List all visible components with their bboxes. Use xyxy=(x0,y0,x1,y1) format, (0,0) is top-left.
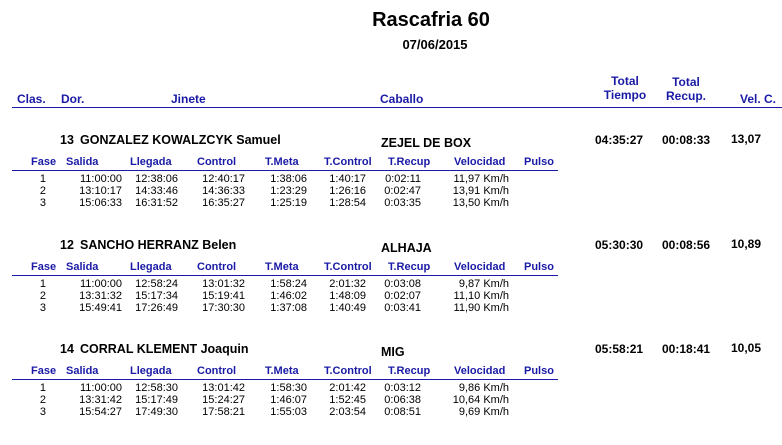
phase-cell: 2 xyxy=(39,290,46,302)
phase-cell: 0:03:08 xyxy=(384,278,421,290)
phase-header-control: Control xyxy=(197,261,237,273)
phase-cell: 1 xyxy=(39,173,46,185)
total-recup-line2: Recup. xyxy=(665,89,706,103)
report-title: Rascafria 60 xyxy=(372,9,490,31)
phase-cell: 0:06:38 xyxy=(384,394,421,406)
phase-cell: 16:31:52 xyxy=(135,197,178,209)
phase-header-t-meta: T.Meta xyxy=(265,261,299,273)
phase-header-fase: Fase xyxy=(31,365,57,377)
phase-cell: 12:40:17 xyxy=(202,173,245,185)
total-tiempo-line1: Total xyxy=(611,74,639,88)
phase-cell: 12:38:06 xyxy=(135,173,178,185)
phase-cell: 17:30:30 xyxy=(202,302,245,314)
entry-vel-c: 13,07 xyxy=(731,132,762,146)
phase-cell: 16:35:27 xyxy=(202,197,245,209)
entry-horse: ZEJEL DE BOX xyxy=(381,136,472,150)
phase-cell: 15:17:49 xyxy=(135,394,178,406)
phase-cell: 11,10 Km/h xyxy=(453,290,509,302)
phase-cell: 17:26:49 xyxy=(135,302,178,314)
phase-cell: 2 xyxy=(39,185,46,197)
phase-header-t-recup: T.Recup xyxy=(388,261,431,273)
phase-header-fase: Fase xyxy=(31,261,57,273)
phase-cell: 2:01:42 xyxy=(329,382,366,394)
entry-dorsal: 12 xyxy=(60,238,74,252)
phase-cell: 11:00:00 xyxy=(79,173,122,185)
phase-cell: 1:58:30 xyxy=(270,382,307,394)
report-date: 07/06/2015 xyxy=(402,37,468,52)
entry-vel-c: 10,89 xyxy=(731,237,762,251)
phase-header-pulso: Pulso xyxy=(524,261,554,273)
entry-horse: ALHAJA xyxy=(381,241,432,255)
entry-vel-c: 10,05 xyxy=(731,341,762,355)
column-header-clas: Clas. xyxy=(17,92,46,106)
phase-cell: 15:06:33 xyxy=(79,197,122,209)
phase-cell: 11,97 Km/h xyxy=(453,173,509,185)
phase-cell: 13,50 Km/h xyxy=(452,197,509,209)
phase-cell: 9,86 Km/h xyxy=(458,382,509,394)
entry-rider: GONZALEZ KOWALZCYK Samuel xyxy=(80,133,281,147)
phase-cell: 1:25:19 xyxy=(270,197,307,209)
column-header-caballo: Caballo xyxy=(380,92,424,106)
header-rule xyxy=(12,107,782,108)
entry-rider: CORRAL KLEMENT Joaquin xyxy=(80,342,249,356)
phase-cell: 13:31:32 xyxy=(79,290,122,302)
phase-cell: 15:17:34 xyxy=(135,290,178,302)
phase-cell: 0:02:07 xyxy=(384,290,421,302)
phase-cell: 0:02:11 xyxy=(385,173,421,185)
total-tiempo-line2: Tiempo xyxy=(603,88,647,102)
phase-cell: 1:52:45 xyxy=(329,394,366,406)
phase-cell: 1:46:07 xyxy=(270,394,307,406)
phase-header-t-recup: T.Recup xyxy=(388,365,431,377)
phase-cell: 10,64 Km/h xyxy=(452,394,509,406)
phase-header-salida: Salida xyxy=(66,156,99,168)
phase-cell: 11,90 Km/h xyxy=(453,302,509,314)
phase-cell: 11:00:00 xyxy=(79,278,122,290)
phase-cell: 1:23:29 xyxy=(270,185,307,197)
phase-cell: 13,91 Km/h xyxy=(452,185,509,197)
phase-header-t-meta: T.Meta xyxy=(265,365,299,377)
phase-cell: 13:10:17 xyxy=(79,185,122,197)
phase-cell: 17:58:21 xyxy=(202,406,245,418)
entry-dorsal: 14 xyxy=(60,342,74,356)
phase-header-control: Control xyxy=(197,156,237,168)
phase-cell: 1:46:02 xyxy=(270,290,307,302)
phase-cell: 15:19:41 xyxy=(202,290,245,302)
phase-cell: 3 xyxy=(39,302,46,314)
phase-header-velocidad: Velocidad xyxy=(454,261,506,273)
phase-cell: 2 xyxy=(39,394,46,406)
phase-header-pulso: Pulso xyxy=(524,156,554,168)
phase-header-llegada: Llegada xyxy=(130,156,172,168)
entry-total-tiempo: 05:58:21 xyxy=(595,342,644,356)
phase-cell: 1 xyxy=(39,382,46,394)
phase-cell: 0:03:35 xyxy=(384,197,421,209)
phase-cell: 15:24:27 xyxy=(202,394,245,406)
phase-header-control: Control xyxy=(197,365,237,377)
entry-total-tiempo: 05:30:30 xyxy=(595,238,644,252)
entry-total-recup: 00:08:33 xyxy=(662,133,711,147)
phase-header-fase: Fase xyxy=(31,156,57,168)
entry-dorsal: 13 xyxy=(60,133,74,147)
phase-header-t-recup: T.Recup xyxy=(388,156,431,168)
phase-cell: 13:01:42 xyxy=(202,382,245,394)
phase-header-llegada: Llegada xyxy=(130,365,172,377)
phase-header-velocidad: Velocidad xyxy=(454,365,506,377)
phase-header-salida: Salida xyxy=(66,365,99,377)
entry-total-recup: 00:08:56 xyxy=(662,238,711,252)
phase-cell: 1:28:54 xyxy=(329,197,366,209)
phase-cell: 1:55:03 xyxy=(270,406,307,418)
phase-header-t-meta: T.Meta xyxy=(265,156,299,168)
column-header-total-recup xyxy=(658,75,714,103)
phase-cell: 15:54:27 xyxy=(79,406,122,418)
phase-cell: 14:36:33 xyxy=(202,185,245,197)
phase-header-t-control: T.Control xyxy=(324,156,372,168)
phase-header-velocidad: Velocidad xyxy=(454,156,506,168)
phase-cell: 0:02:47 xyxy=(384,185,421,197)
phase-cell: 9,69 Km/h xyxy=(458,406,509,418)
phase-cell: 1:26:16 xyxy=(329,185,366,197)
phase-cell: 12:58:24 xyxy=(135,278,178,290)
phase-cell: 1:38:06 xyxy=(270,173,307,185)
phase-cell: 0:08:51 xyxy=(384,406,421,418)
phase-cell: 1:40:17 xyxy=(329,173,366,185)
column-header-total-tiempo xyxy=(596,74,654,102)
entry-horse: MIG xyxy=(381,345,405,359)
phase-cell: 1:58:24 xyxy=(270,278,307,290)
entry-rider: SANCHO HERRANZ Belen xyxy=(80,238,237,252)
phase-cell: 12:58:30 xyxy=(135,382,178,394)
phase-header-llegada: Llegada xyxy=(130,261,172,273)
phase-cell: 1:40:49 xyxy=(329,302,366,314)
column-header-dor: Dor. xyxy=(61,92,85,106)
phase-header-rule xyxy=(12,275,558,276)
phase-cell: 1:37:08 xyxy=(270,302,307,314)
total-recup-line1: Total xyxy=(672,75,700,89)
phase-cell: 13:01:32 xyxy=(202,278,245,290)
phase-cell: 14:33:46 xyxy=(135,185,178,197)
phase-cell: 11:00:00 xyxy=(79,382,122,394)
phase-cell: 1:48:09 xyxy=(329,290,366,302)
phase-header-t-control: T.Control xyxy=(324,365,372,377)
phase-header-t-control: T.Control xyxy=(324,261,372,273)
phase-header-pulso: Pulso xyxy=(524,365,554,377)
column-header-vel-c: Vel. C. xyxy=(740,92,777,106)
phase-header-rule xyxy=(12,170,558,171)
phase-cell: 3 xyxy=(39,197,46,209)
phase-cell: 3 xyxy=(39,406,46,418)
phase-cell: 15:49:41 xyxy=(79,302,122,314)
phase-cell: 17:49:30 xyxy=(135,406,178,418)
phase-cell: 1 xyxy=(39,278,46,290)
phase-header-rule xyxy=(12,379,558,380)
entry-total-recup: 00:18:41 xyxy=(662,342,711,356)
phase-cell: 0:03:12 xyxy=(384,382,421,394)
phase-cell: 0:03:41 xyxy=(384,302,421,314)
phase-cell: 9,87 Km/h xyxy=(458,278,509,290)
column-header-jinete: Jinete xyxy=(171,92,206,106)
phase-cell: 13:31:42 xyxy=(79,394,122,406)
phase-header-salida: Salida xyxy=(66,261,99,273)
entry-total-tiempo: 04:35:27 xyxy=(595,133,644,147)
phase-cell: 2:01:32 xyxy=(329,278,366,290)
phase-cell: 2:03:54 xyxy=(329,406,366,418)
